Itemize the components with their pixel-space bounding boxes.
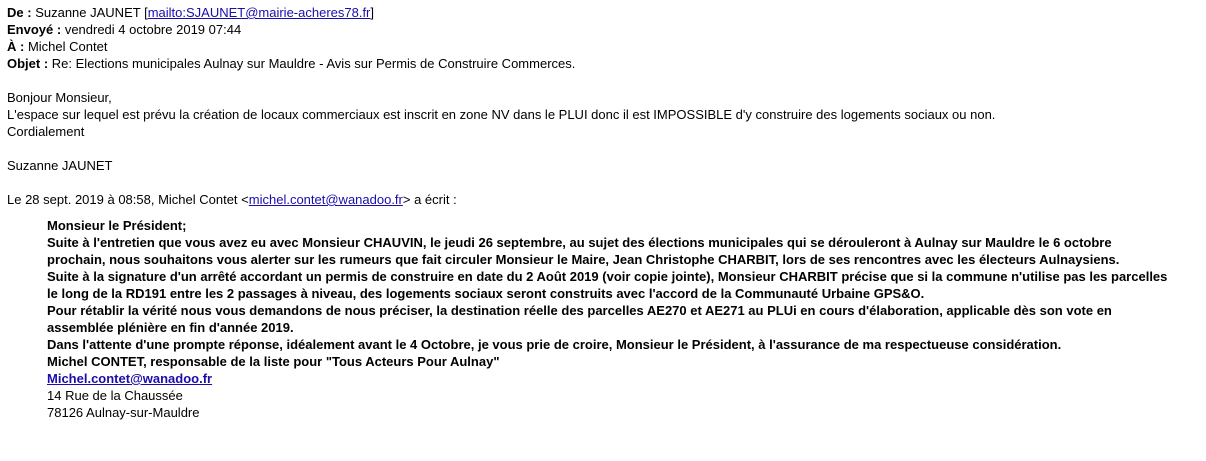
- address-city: 78126 Aulnay-sur-Mauldre: [47, 405, 200, 420]
- quote-intro-suffix: > a écrit :: [402, 192, 457, 207]
- reply-signature: Suzanne JAUNET: [7, 158, 113, 173]
- header-from: De : Suzanne JAUNET [mailto:SJAUNET@mairie-acheres78.fr]: [7, 5, 375, 20]
- to-value: Michel Contet: [27, 39, 108, 54]
- header-to: [7, 38, 1197, 55]
- quoted-line: prochain, nous souhaitons vous alerter sur les rumeurs que fait circuler Monsieur le Maire, Jean Christophe CHARBIT, lors de ses rencontres avec les électeurs Aulnaysiens.: [47, 252, 1120, 267]
- quoted-line: Michel CONTET, responsable de la liste pour "Tous Acteurs Pour Aulnay": [47, 354, 500, 369]
- quote-intro-prefix: Le 28 sept. 2019 à 08:58, Michel Contet <: [7, 192, 249, 207]
- from-mailto-link[interactable]: mailto:SJAUNET@mairie-acheres78.fr: [147, 5, 371, 20]
- quoted-email-line: [47, 370, 1197, 387]
- quote-intro-email-link[interactable]: michel.contet@wanadoo.fr: [248, 192, 403, 207]
- quoted-line: Pour rétablir la vérité nous vous demandons de nous préciser, la destination réelle des parcelles AE270 et AE271 au PLUi en cours d'élaboration, applicable dès son vote en: [47, 303, 1112, 318]
- header-sent: [7, 21, 1197, 38]
- subject-label: Objet :: [7, 56, 49, 71]
- reply-closing: Cordialement: [7, 124, 85, 139]
- reply-greeting: Bonjour Monsieur,: [7, 90, 112, 105]
- subject-value: Re: Elections municipales Aulnay sur Mauldre - Avis sur Permis de Construire Commerces.: [51, 56, 576, 71]
- to-label: À :: [7, 39, 25, 54]
- quoted-line: le long de la RD191 entre les 2 passages à niveau, des logements sociaux seront construits avec l'accord de la Communauté Urbaine GPS&O.: [47, 286, 925, 301]
- sent-value: vendredi 4 octobre 2019 07:44: [64, 22, 242, 37]
- from-label: De :: [7, 5, 32, 20]
- quoted-email-link[interactable]: Michel.contet@wanadoo.fr: [47, 371, 213, 386]
- quoted-message: [47, 217, 1197, 421]
- quoted-line: Suite à l'entretien que vous avez eu avec Monsieur CHAUVIN, le jeudi 26 septembre, au sujet des élections municipales qui se dérouleront à Aulnay sur Mauldre le 6 octobre: [47, 235, 1112, 250]
- quoted-line: assemblée plénière en fin d'année 2019.: [47, 320, 294, 335]
- header-subject: [7, 55, 1197, 72]
- address-street: 14 Rue de la Chaussée: [47, 388, 183, 403]
- quoted-line: Monsieur le Président;: [47, 218, 187, 233]
- email-message: [7, 4, 1197, 421]
- from-name: Suzanne JAUNET: [35, 5, 141, 20]
- reply-body: L'espace sur lequel est prévu la création de locaux commerciaux est inscrit en zone NV dans le PLUI donc il est IMPOSSIBLE d'y construire des logements sociaux ou non.: [7, 107, 996, 122]
- quoted-line: Suite à la signature d'un arrêté accordant un permis de construire en date du 2 Août 2019 (voir copie jointe), Monsieur CHARBIT précise que si la commune n'utilise pas les parcelles: [47, 269, 1168, 284]
- sent-label: Envoyé :: [7, 22, 62, 37]
- quoted-line: Dans l'attente d'une prompte réponse, idéalement avant le 4 Octobre, je vous prie de croire, Monsieur le Président, à l'assurance de ma respectueuse considération.: [47, 337, 1062, 352]
- quote-intro: [7, 191, 1197, 208]
